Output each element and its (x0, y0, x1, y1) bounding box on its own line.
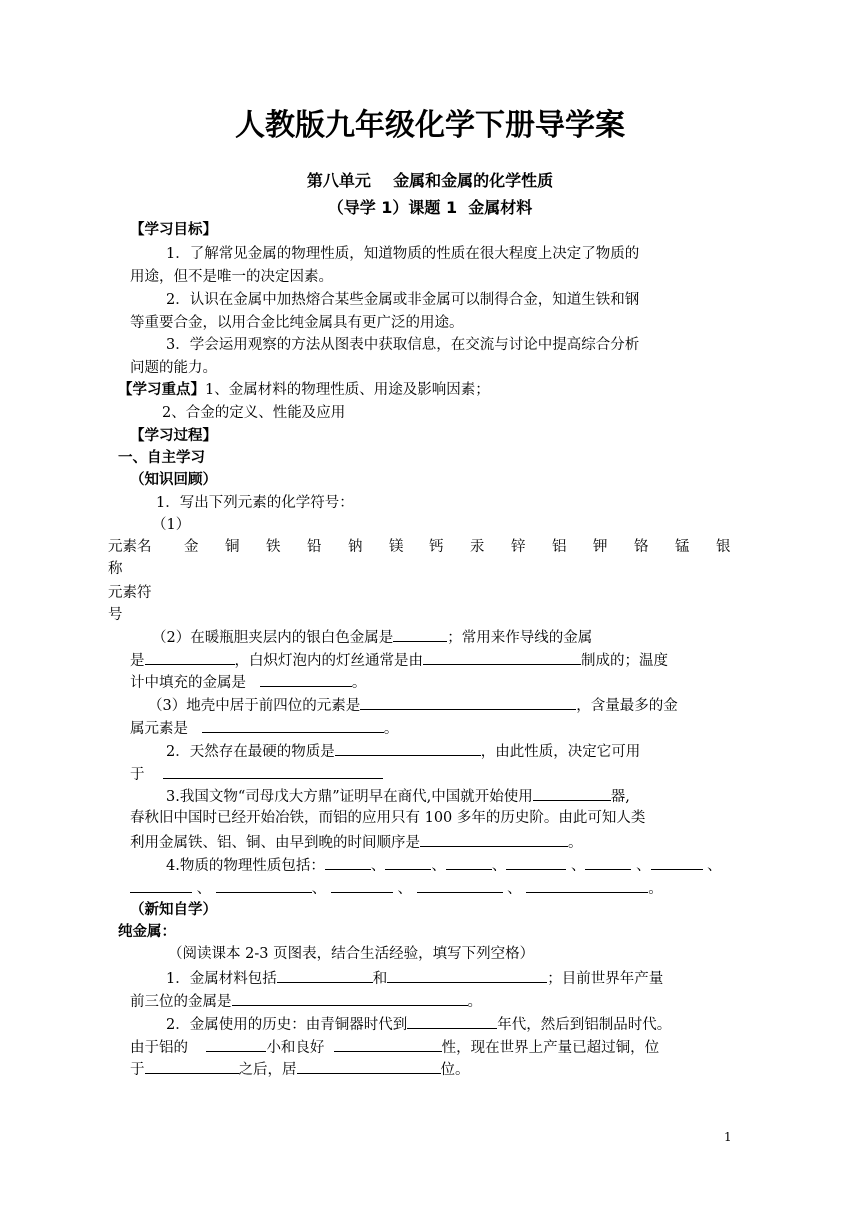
q3-text-3: 属元素是 (130, 721, 188, 737)
q5-text-3: 利用金属铁、铝、铜、由早到晚的时间顺序是 (130, 835, 420, 851)
blank-q6-11[interactable] (526, 877, 648, 893)
blank-q6-9[interactable] (331, 877, 393, 893)
element-name-cell: 汞 (470, 539, 485, 555)
q2-text-4: ，白炽灯泡内的灯丝通常是由 (234, 653, 423, 669)
goal-2-line-2: 等重要合金，以用合金比纯金属具有更广泛的用途。 (130, 315, 464, 331)
q6-text-1: 4.物质的物理性质包括： (166, 858, 325, 874)
blank-q3-1[interactable] (360, 694, 576, 710)
blank-n1-1[interactable] (277, 967, 373, 983)
blank-n1-2[interactable] (387, 967, 547, 983)
blank-n2-3[interactable] (334, 1036, 442, 1052)
n1-text-5: 。 (467, 994, 482, 1010)
process-heading: 【学习过程】 (130, 428, 217, 444)
blank-q6-8[interactable] (216, 877, 312, 893)
blank-q5-2[interactable] (420, 831, 568, 847)
element-name-cell: 铅 (307, 539, 322, 555)
separator: 、 (491, 858, 507, 874)
q5-text-4: 。 (568, 835, 583, 851)
blank-q3-2[interactable] (202, 717, 384, 733)
new-q2-line-1 (166, 1013, 671, 1035)
question-2-line-1 (152, 626, 592, 648)
element-name-cell: 钙 (429, 539, 444, 555)
table-label-name: 元素名 (108, 539, 152, 555)
q2-text-6: 计中填充的金属是 (130, 675, 246, 691)
question-6-line-1 (166, 854, 722, 876)
blank-q5-1[interactable] (533, 785, 611, 801)
question-6-line-2 (130, 877, 663, 899)
key-points-line-1 (118, 380, 490, 400)
new-q1-line-2 (130, 990, 482, 1012)
n2-text-7: 之后，居 (238, 1062, 297, 1078)
goal-1-line-1: 1．了解常见金属的物理性质，知道物质的性质在很大程度上决定了物质的 (166, 246, 640, 262)
new-q2-line-2 (130, 1036, 659, 1058)
page-title: 人教版九年级化学下册导学案 (235, 108, 625, 143)
blank-q6-5[interactable] (585, 854, 631, 870)
n2-text-1: 2．金属使用的历史：由青铜器时代到 (166, 1017, 408, 1033)
goal-1-line-2: 用途，但不是唯一的决定因素。 (130, 269, 333, 285)
pure-metal-heading: 纯金属： (118, 924, 176, 940)
q4-text-1: 2．天然存在最硬的物质是 (166, 744, 335, 760)
goal-3-line-1: 3．学会运用观察的方法从图表中获取信息，在交流与讨论中提高综合分析 (166, 337, 640, 353)
goal-2-line-1: 2．认识在金属中加热熔合某些金属或非金属可以制得合金，知道生铁和钢 (166, 292, 640, 308)
blank-n2-1[interactable] (407, 1013, 497, 1029)
q5-text-1: 3.我国文物“司母戊大方鼎”证明早在商代,中国就开始使用 (166, 789, 533, 805)
blank-q6-6[interactable] (651, 854, 703, 870)
n2-text-4: 小和良好 (266, 1040, 325, 1056)
n2-text-6: 于 (130, 1062, 145, 1078)
q2-text-7: 。 (351, 675, 367, 691)
element-name-cell: 铝 (552, 539, 567, 555)
unit-title: 第八单元 金属和金属的化学性质 (306, 171, 554, 190)
blank-q2-4[interactable] (260, 671, 352, 687)
blank-n2-2[interactable] (206, 1036, 266, 1052)
reading-note: （阅读课本 2-3 页图表，结合生活经验，填写下列空格） (168, 946, 535, 962)
blank-q2-1[interactable] (393, 626, 447, 642)
element-name-cell: 锌 (511, 539, 526, 555)
q4-text-3: 于 (130, 767, 145, 783)
n1-text-3: ；目前世界年产量 (547, 971, 664, 987)
element-name-cell: 铁 (266, 539, 281, 555)
key-points-heading: 【学习重点】 (118, 382, 205, 398)
section-self-study: 一、自主学习 (118, 450, 205, 466)
element-name-cell: 铬 (634, 539, 649, 555)
element-name-cell: 钾 (593, 539, 608, 555)
element-name-cell: 银 (716, 539, 731, 555)
blank-q2-2[interactable] (145, 649, 235, 665)
n1-text-2: 和 (372, 971, 388, 987)
q3-text-4: 。 (383, 721, 399, 737)
separator: 、 (431, 858, 446, 874)
goals-heading: 【学习目标】 (130, 222, 217, 238)
q4-text-2: ，由此性质，决定它可用 (480, 744, 641, 760)
question-4-line-1 (166, 740, 640, 762)
separator: 、 (397, 881, 412, 897)
q3-text-1: （3）地壳中居于前四位的元素是 (148, 698, 361, 714)
separator: 、 (707, 858, 722, 874)
blank-q6-4[interactable] (506, 854, 566, 870)
period: 。 (648, 881, 663, 897)
q5-text-2: 器, (610, 789, 630, 805)
question-1-sub: （1） (152, 517, 191, 533)
separator: 、 (196, 881, 212, 897)
n2-text-3: 由于铝的 (130, 1040, 188, 1056)
question-3-line-1 (148, 694, 678, 716)
q2-text-2: ；常用来作导线的金属 (447, 630, 593, 646)
table-label-name-cont: 称 (108, 561, 123, 577)
n1-text-1: 1．金属材料包括 (166, 971, 277, 987)
element-name-cell: 金 (184, 539, 199, 555)
separator: 、 (370, 858, 386, 874)
key-point-2: 2、合金的定义、性能及应用 (162, 405, 346, 421)
blank-n2-5[interactable] (297, 1058, 441, 1074)
n2-text-8: 位。 (440, 1062, 470, 1078)
lesson-title: （导学 1）课题 1 金属材料 (327, 198, 533, 217)
n2-text-5: 性，现在世界上产量已超过铜，位 (441, 1040, 660, 1056)
key-point-1: 1、金属材料的物理性质、用途及影响因素； (205, 382, 490, 398)
q2-text-1: （2）在暖瓶胆夹层内的银白色金属是 (152, 630, 394, 646)
goal-3-line-2: 问题的能力。 (130, 360, 217, 376)
question-5-line-1 (166, 785, 630, 807)
separator: 、 (311, 881, 327, 897)
question-5-line-2: 春秋旧中国时已经开始冶铁，而铝的应用只有 100 多年的历史阶。由此可知人类 (130, 810, 646, 826)
new-knowledge-heading: （新知自学） (130, 902, 217, 918)
table-label-symbol: 元素符 (108, 585, 152, 601)
blank-n2-4[interactable] (145, 1058, 239, 1074)
new-q1-line-1 (166, 967, 663, 989)
q2-text-5: 制成的；温度 (581, 653, 668, 669)
blank-q6-1[interactable] (325, 854, 371, 870)
blank-q6-2[interactable] (385, 854, 431, 870)
n1-text-4: 前三位的金属是 (130, 994, 232, 1010)
blank-q4-1[interactable] (335, 740, 481, 756)
question-4-line-2 (130, 763, 383, 785)
q3-text-2: ，含量最多的金 (576, 698, 678, 714)
question-5-line-3 (130, 831, 583, 853)
element-name-cell: 钠 (348, 539, 363, 555)
blank-n1-3[interactable] (232, 990, 468, 1006)
separator: 、 (570, 858, 586, 874)
element-name-cell: 锰 (675, 539, 690, 555)
element-name-cell: 镁 (389, 539, 404, 555)
blank-q2-3[interactable] (423, 649, 581, 665)
separator: 、 (507, 881, 522, 897)
separator: 、 (636, 858, 651, 874)
blank-q6-7[interactable] (130, 877, 192, 893)
q2-text-3: 是 (130, 653, 145, 669)
question-1: 1．写出下列元素的化学符号： (156, 495, 354, 511)
new-q2-line-3 (130, 1058, 470, 1080)
n2-text-2: 年代，然后到铝制品时代。 (497, 1017, 672, 1033)
table-label-symbol-cont: 号 (108, 607, 123, 623)
question-2-line-3 (130, 671, 366, 693)
blank-q6-3[interactable] (446, 854, 492, 870)
question-2-line-2 (130, 649, 668, 671)
review-heading: （知识回顾） (130, 472, 217, 488)
blank-q4-2[interactable] (163, 763, 383, 779)
page-number: 1 (724, 1130, 732, 1144)
blank-q6-10[interactable] (417, 877, 503, 893)
element-name-cell: 铜 (225, 539, 240, 555)
question-3-line-2 (130, 717, 398, 739)
